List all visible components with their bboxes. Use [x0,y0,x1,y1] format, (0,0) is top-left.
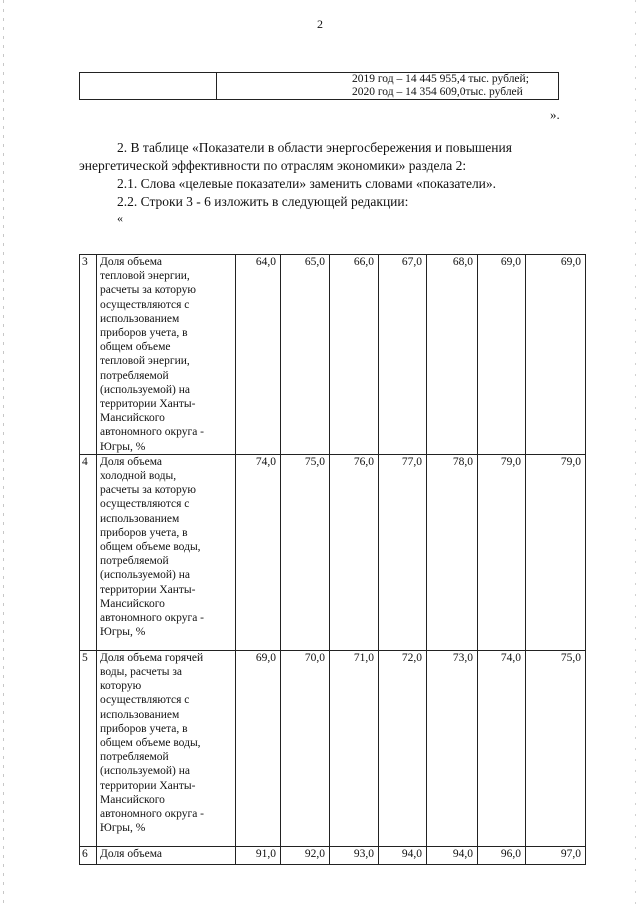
indicator-value: 77,0 [379,454,427,650]
indicator-name-line: (используемой) на [100,569,190,582]
indicator-name-line: приборов учета, в [100,722,188,735]
indicator-name-line: автономного округа - [100,612,205,625]
indicator-value: 79,0 [478,454,526,650]
indicator-name-line: осуществляются с [100,694,190,707]
indicator-value: 68,0 [427,255,478,455]
indicator-name-line: потребляемой [100,555,169,568]
indicator-value: 69,0 [526,255,586,455]
indicator-name-line: (используемой) на [100,383,190,396]
table-row [80,846,586,864]
indicator-name [97,255,236,455]
indicator-name [97,454,236,650]
indicator-value: 97,0 [526,846,586,864]
indicator-value: 69,0 [236,650,281,846]
indicator-value: 73,0 [427,650,478,846]
indicator-name-line: автономного округа - [100,808,205,821]
indicator-value: 91,0 [236,846,281,864]
indicator-name-line: Югры, % [100,626,146,639]
indicator-value: 75,0 [526,650,586,846]
closing-quote: ». [550,107,560,122]
row-number: 4 [80,454,97,650]
indicator-name-line: Доля объема [100,847,163,860]
indicator-name-line: Мансийского [100,412,165,425]
indicator-value: 75,0 [281,454,330,650]
paragraph-2-2: 2.2. Строки 3 - 6 изложить в следующей редакции: [117,194,409,209]
top-table-empty-cell [80,73,217,100]
page-number: 2 [317,17,323,31]
indicator-value: 74,0 [236,454,281,650]
table-row [80,650,586,846]
indicator-name-line: потребляемой [100,751,169,764]
indicator-name-line: тепловой энергии, [100,270,190,283]
indicator-name-line: которую [100,680,142,693]
opening-quote: « [117,211,123,225]
indicator-name-line: использованием [100,512,180,525]
indicator-name-line: автономного округа - [100,426,205,439]
indicator-value: 66,0 [330,255,379,455]
row-number: 6 [80,846,97,864]
table-row [80,454,586,650]
indicator-value: 96,0 [478,846,526,864]
indicator-name-line: территории Ханты- [100,583,196,596]
indicator-name-line: Доля объема горячей [100,651,204,664]
budget-2020-line: 2020 год – 14 354 609,0тыс. рублей [352,86,523,98]
row-number: 5 [80,650,97,846]
indicator-name-line: Мансийского [100,597,165,610]
indicator-value: 71,0 [330,650,379,846]
indicator-value: 94,0 [379,846,427,864]
indicator-name-line: общем объеме воды, [100,541,201,554]
indicator-value: 72,0 [379,650,427,846]
indicator-name-line: общем объеме [100,341,171,354]
indicator-name [97,650,236,846]
indicators-table [79,254,586,865]
indicator-value: 78,0 [427,454,478,650]
indicator-name-line: использованием [100,312,180,325]
indicator-value: 76,0 [330,454,379,650]
indicator-name-line: осуществляются с [100,498,190,511]
indicator-value: 64,0 [236,255,281,455]
indicator-name-line: Югры, % [100,440,146,453]
indicator-value: 67,0 [379,255,427,455]
indicator-name-line: общем объеме воды, [100,737,201,750]
indicator-value: 65,0 [281,255,330,455]
indicator-name-line: приборов учета, в [100,327,188,340]
indicator-value: 79,0 [526,454,586,650]
indicator-name-line: осуществляются с [100,298,190,311]
indicator-name [97,846,236,864]
indicator-name-line: использованием [100,708,180,721]
indicator-name-line: приборов учета, в [100,526,188,539]
indicator-value: 92,0 [281,846,330,864]
table-row [80,255,586,455]
indicator-value: 74,0 [478,650,526,846]
paragraph-2-1: 2.1. Слова «целевые показатели» заменить словами «показатели». [117,176,497,191]
indicator-value: 70,0 [281,650,330,846]
top-table [79,72,559,100]
indicator-name-line: Мансийского [100,793,165,806]
indicator-name-line: холодной воды, [100,470,177,483]
indicator-name-line: расчеты за которую [100,484,196,497]
indicator-name-line: Югры, % [100,822,146,835]
indicator-name-line: Доля объема [100,256,163,268]
scan-edge-left [3,0,4,905]
top-table-text-cell [217,73,559,100]
budget-2019-line: 2019 год – 14 445 955,4 тыс. рублей; [352,73,529,85]
indicator-name-line: воды, расчеты за [100,666,182,679]
indicator-name-line: территории Ханты- [100,779,196,792]
indicator-value: 69,0 [478,255,526,455]
indicator-name-line: территории Ханты- [100,398,196,411]
indicator-name-line: (используемой) на [100,765,190,778]
indicator-name-line: расчеты за которую [100,284,196,297]
indicator-value: 94,0 [427,846,478,864]
indicator-value: 93,0 [330,846,379,864]
top-table-row [80,73,559,100]
row-number: 3 [80,255,97,455]
indicator-name-line: тепловой энергии, [100,355,190,368]
indicator-name-line: потребляемой [100,369,169,382]
paragraph-2-line-1: 2. В таблице «Показатели в области энергосбережения и повышения [117,140,512,155]
scan-edge-right [635,0,636,905]
paragraph-2-line-2: энергетической эффективности по отраслям экономики» раздела 2: [79,158,467,173]
indicator-name-line: Доля объема [100,455,163,468]
